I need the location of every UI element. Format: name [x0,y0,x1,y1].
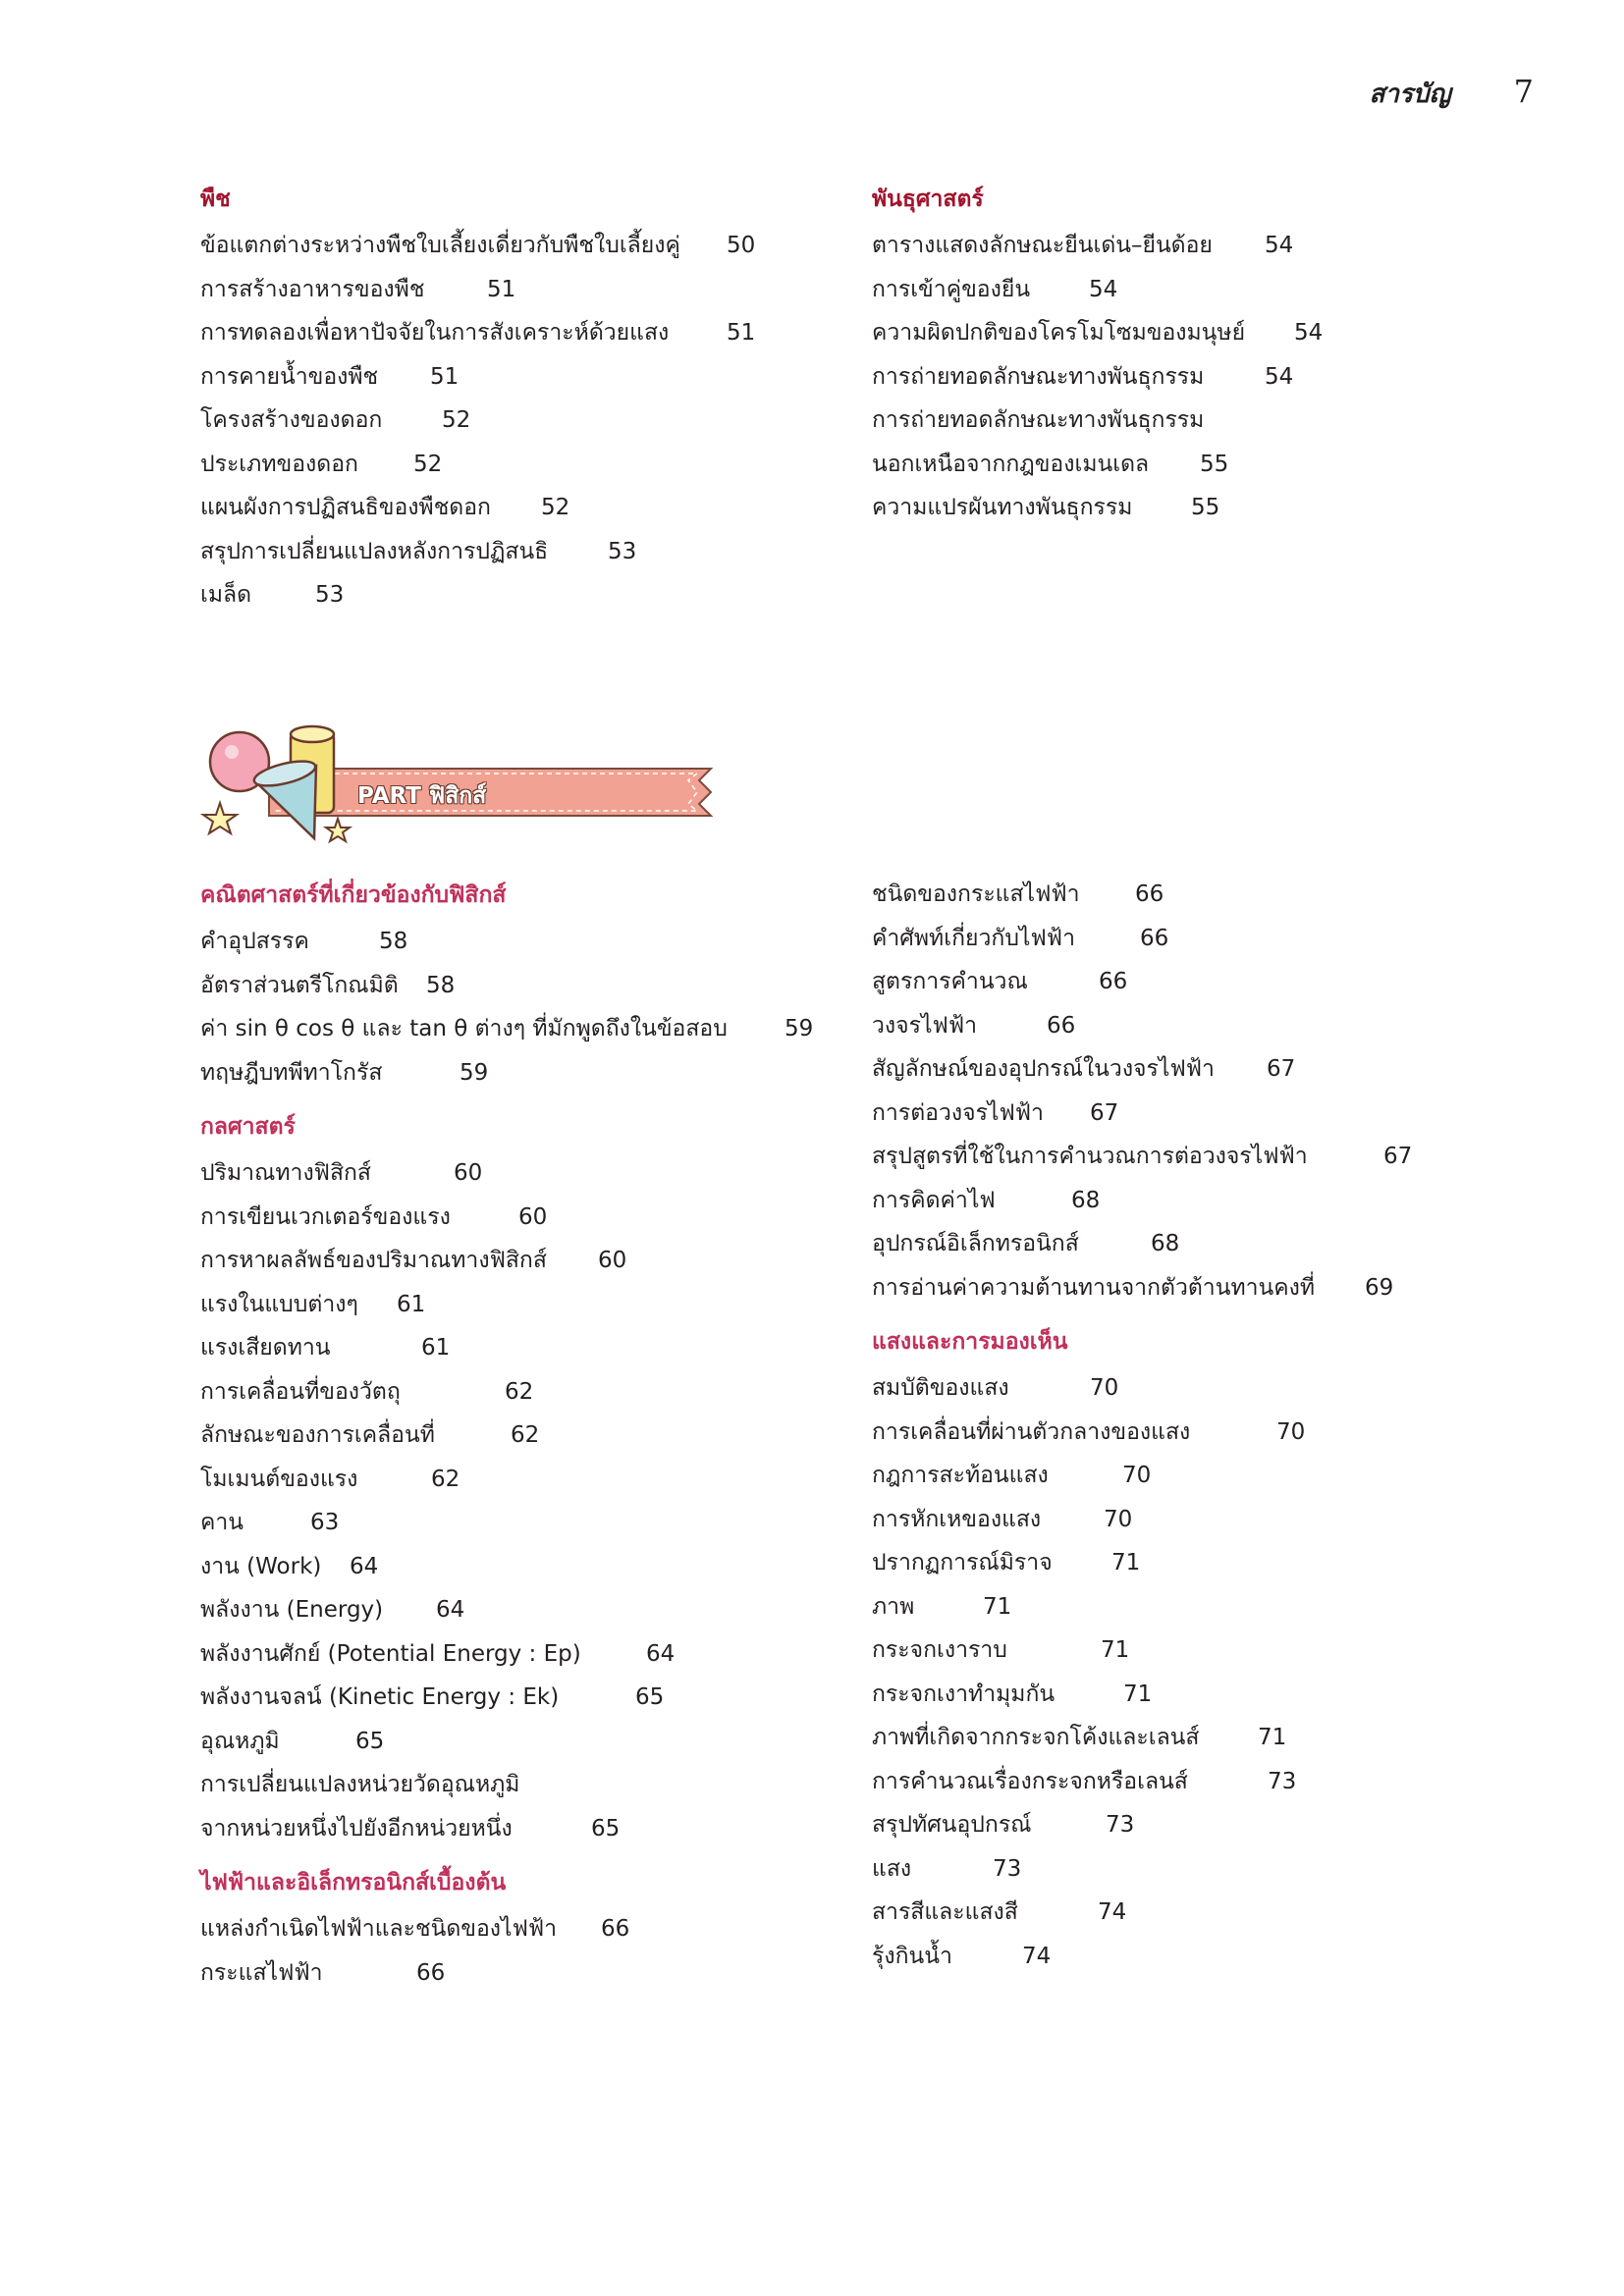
toc-entry-title: การเคลื่อนที่ผ่านตัวกลางของแสง [872,1418,1191,1445]
toc-entry-title: ความผิดปกติของโครโมโซมของมนุษย์ [872,320,1246,346]
toc-entry [200,311,888,355]
toc-entry [200,1326,888,1370]
toc-entry-title: การเปลี่ยนแปลงหน่วยวัดอุณหภูมิ [200,1772,520,1797]
toc-entry-title: พลังงานศักย์ (Potential Energy : Ep) [200,1640,581,1667]
toc-entry-page-number: 70 [1122,1463,1152,1488]
toc-entry [872,1673,1559,1717]
toc-entry [200,1239,888,1283]
toc-entry [200,1907,888,1951]
toc-entry [200,355,888,400]
toc-column-physics-right [872,873,1559,1978]
toc-entry [200,1676,888,1720]
toc-entry [200,920,888,964]
part-banner [200,724,731,862]
toc-entry-page-number: 53 [608,538,637,564]
toc-entry-page-number: 66 [1140,925,1169,951]
toc-entry-page-number: 71 [1258,1725,1287,1750]
section-title-plants: พืช [200,187,231,212]
toc-entry-title: สูตรการคำนวณ [872,969,1028,994]
toc-entry-page-number: 67 [1090,1099,1119,1126]
toc-entry-title: การทดลองเพื่อหาปัจจัยในการสังเคราะห์ด้วยแสง [200,320,670,346]
toc-entry-page-number: 71 [1111,1550,1141,1575]
toc-entry-page-number: 70 [1104,1506,1133,1532]
toc-column-plants [200,185,888,617]
toc-entry-title: กฎการสะท้อนแสง [872,1463,1049,1488]
toc-entry [200,1414,888,1458]
toc-entry [872,355,1559,400]
toc-entry-title: ชนิดของกระแสไฟฟ้า [872,881,1080,907]
toc-entry-title: อุปกรณ์อิเล็กทรอนิกส์ [872,1231,1079,1256]
toc-entry [872,1004,1559,1048]
toc-column-genetics [872,185,1559,530]
toc-entry [200,530,888,574]
toc-entry [872,1454,1559,1498]
toc-list [872,873,1559,1309]
toc-entry [200,486,888,530]
toc-entry-page-number: 65 [591,1815,621,1842]
toc-entry [872,1629,1559,1673]
toc-entry-title: การถ่ายทอดลักษณะทางพันธุกรรม [872,363,1205,390]
toc-entry [200,1007,888,1051]
toc-entry-page-number: 62 [511,1422,540,1448]
toc-entry-title: โครงสร้างของดอก [200,407,383,433]
toc-entry-title: กระจกเงาทำมุมกัน [872,1681,1056,1707]
toc-entry [872,1760,1559,1804]
toc-entry-page-number: 74 [1022,1943,1052,1969]
toc-entry [200,268,888,312]
toc-entry-title: แรงเสียดทาน [200,1335,331,1361]
toc-entry-title: วงจรไฟฟ้า [872,1012,978,1039]
toc-entry [200,1283,888,1327]
toc-entry-page-number: 69 [1365,1274,1394,1301]
toc-section [200,1112,888,1850]
toc-entry-page-number: 73 [1106,1812,1135,1838]
toc-entry [200,1545,888,1589]
toc-entry-page-number: 67 [1267,1056,1296,1082]
toc-entry-page-number: 54 [1294,320,1324,346]
toc-entry-title: ภาพที่เกิดจากกระจกโค้งและเลนส์ [872,1725,1200,1750]
toc-entry [872,1366,1559,1411]
toc-entry-title: ภาพ [872,1593,915,1620]
toc-entry-page-number: 61 [397,1291,426,1317]
toc-list [872,1366,1559,1978]
toc-entry [872,1803,1559,1847]
toc-entry-title: อัตราส่วนตรีโกณมิติ [200,972,399,998]
toc-entry-page-number: 70 [1090,1375,1119,1401]
toc-entry-title: ข้อแตกต่างระหว่างพืชใบเลี้ยงเดี่ยวกับพืชใบเลี้ยงคู่ [200,233,680,258]
toc-entry [872,1411,1559,1455]
toc-entry-page-number: 50 [727,233,756,258]
toc-entry-page-number: 62 [505,1378,534,1405]
toc-entry-title: โมเมนต์ของแรง [200,1466,358,1492]
toc-entry-page-number: 61 [421,1335,451,1361]
toc-entry-page-number: 74 [1098,1899,1127,1925]
toc-entry-page-number: 65 [355,1728,385,1754]
toc-entry-page-number: 63 [310,1510,340,1535]
toc-entry [872,1498,1559,1542]
toc-entry-page-number: 51 [430,363,460,390]
toc-entry-title: การเขียนเวกเตอร์ของแรง [200,1203,451,1230]
page-number: 7 [1513,73,1534,110]
toc-entry-page-number: 66 [1099,969,1128,994]
toc-entry-page-number: 71 [983,1593,1012,1620]
toc-entry-title: แผนผังการปฏิสนธิของพืชดอก [200,495,491,520]
toc-entry [872,1541,1559,1585]
toc-entry [200,1720,888,1764]
toc-entry-page-number: 64 [350,1553,379,1579]
toc-entry-page-number: 73 [993,1855,1022,1882]
toc-entry [872,1585,1559,1629]
toc-entry-page-number: 60 [518,1203,548,1230]
toc-entry [200,1632,888,1677]
toc-entry [200,1051,888,1095]
toc-entry [872,873,1559,917]
toc-entry [872,1179,1559,1223]
toc-entry-title: สารสีและแสงสี [872,1899,1018,1925]
toc-entry-page-number: 68 [1151,1231,1180,1256]
toc-entry [872,268,1559,312]
toc-entry [872,1092,1559,1136]
section-title: คณิตศาสตร์ที่เกี่ยวข้องกับฟิสิกส์ [200,882,507,908]
toc-entry-title: ตารางแสดงลักษณะยีนเด่น–ยีนด้อย [872,233,1213,258]
toc-entry-page-number: 60 [454,1160,483,1186]
toc-entry [200,1763,888,1807]
toc-entry [872,1222,1559,1266]
section-title: ไฟฟ้าและอิเล็กทรอนิกส์เบื้องต้น [200,1870,507,1896]
toc-list-genetics [872,224,1559,530]
toc-section [872,873,1559,1309]
toc-entry [200,1151,888,1196]
section-title: กลศาสตร์ [200,1114,296,1140]
toc-entry-page-number: 67 [1383,1144,1413,1169]
toc-entry [872,1047,1559,1092]
toc-entry-title: การเข้าคู่ของยีน [872,276,1031,302]
toc-entry-title: กระแสไฟฟ้า [200,1959,323,1986]
toc-section [200,1868,888,1995]
toc-entry [200,1458,888,1502]
toc-entry-page-number: 52 [541,495,570,520]
toc-entry-title: จากหน่วยหนึ่งไปยังอีกหน่วยหนึ่ง [200,1815,513,1842]
toc-entry-page-number: 58 [379,929,408,954]
toc-entry [872,399,1559,443]
toc-entry-page-number: 54 [1089,276,1118,302]
toc-entry-page-number: 59 [460,1059,489,1086]
toc-entry-page-number: 55 [1200,451,1229,477]
toc-entry [200,1807,888,1851]
toc-entry [200,1501,888,1545]
toc-entry-page-number: 59 [785,1016,814,1041]
toc-entry-page-number: 66 [601,1916,630,1942]
toc-entry-title: การหาผลลัพธ์ของปริมาณทางฟิสิกส์ [200,1248,547,1273]
toc-entry-title: พลังงาน (Energy) [200,1597,384,1623]
toc-entry [872,224,1559,268]
part-label: PART ฟิสิกส์ [357,783,487,809]
toc-entry [200,1370,888,1415]
toc-entry-title: ประเภทของดอก [200,451,358,477]
toc-entry-title: นอกเหนือจากกฎของเมนเดล [872,451,1150,477]
toc-entry-page-number: 60 [598,1248,627,1273]
toc-entry-page-number: 66 [416,1959,446,1986]
toc-entry-page-number: 71 [1101,1637,1130,1663]
toc-entry [200,443,888,487]
toc-entry-page-number: 58 [426,972,456,998]
toc-entry-page-number: 53 [315,582,345,608]
toc-entry-page-number: 55 [1191,495,1220,520]
toc-entry-title: การคิดค่าไฟ [872,1187,996,1213]
toc-entry [872,311,1559,355]
toc-entry-title: การสร้างอาหารของพืช [200,276,425,302]
toc-section [872,1327,1559,1978]
toc-entry [200,573,888,617]
section-title: แสงและการมองเห็น [872,1329,1068,1355]
toc-entry [872,1266,1559,1310]
toc-section [200,881,888,1095]
toc-entry-title: สรุปการเปลี่ยนแปลงหลังการปฏิสนธิ [200,538,549,564]
toc-entry [200,1196,888,1240]
toc-entry-title: ค่า sin θ cos θ และ tan θ ต่างๆ ที่มักพูดถึงในข้อสอบ [200,1016,728,1041]
toc-entry-title: สัญลักษณ์ของอุปกรณ์ในวงจรไฟฟ้า [872,1056,1215,1082]
toc-entry-title: กระจกเงาราบ [872,1637,1007,1663]
toc-entry-page-number: 64 [646,1640,676,1667]
toc-entry-title: แหล่งกำเนิดไฟฟ้าและชนิดของไฟฟ้า [200,1916,558,1942]
toc-entry [872,486,1559,530]
toc-entry-page-number: 52 [413,451,443,477]
toc-entry [200,1951,888,1996]
page-header [1370,73,1534,114]
toc-entry [872,960,1559,1004]
toc-entry-page-number: 70 [1276,1418,1306,1445]
toc-entry-title: แสง [872,1855,912,1882]
toc-entry [200,964,888,1008]
toc-entry-title: งาน (Work) [200,1553,322,1579]
section-title-genetics: พันธุศาสตร์ [872,187,984,212]
toc-entry-page-number: 51 [487,276,516,302]
toc-entry-page-number: 73 [1268,1768,1297,1794]
toc-entry-page-number: 54 [1265,233,1294,258]
toc-entry-title: การต่อวงจรไฟฟ้า [872,1099,1044,1126]
toc-entry-page-number: 62 [431,1466,460,1492]
toc-entry-title: พลังงานจลน์ (Kinetic Energy : Ek) [200,1684,560,1710]
toc-entry-title: คาน [200,1510,244,1535]
toc-entry-title: การอ่านค่าความต้านทานจากตัวต้านทานคงที่ [872,1274,1316,1301]
toc-entry-title: การคำนวณเรื่องกระจกหรือเลนส์ [872,1768,1188,1794]
toc-list [200,920,888,1095]
toc-column-physics-left [200,881,888,1995]
toc-entry-page-number: 66 [1135,881,1164,907]
toc-entry-title: คำอุปสรรค [200,929,309,954]
toc-entry [872,443,1559,487]
toc-entry-title: การถ่ายทอดลักษณะทางพันธุกรรม [872,407,1205,433]
toc-entry-page-number: 64 [436,1597,465,1623]
toc-entry [200,224,888,268]
toc-entry-page-number: 54 [1265,363,1294,390]
toc-entry-title: ลักษณะของการเคลื่อนที่ [200,1422,435,1448]
toc-entry [872,1716,1559,1760]
toc-entry-title: การหักเหของแสง [872,1506,1042,1532]
toc-entry-page-number: 66 [1047,1012,1076,1039]
toc-entry-page-number: 68 [1071,1187,1101,1213]
toc-entry-title: แรงในแบบต่างๆ [200,1291,358,1317]
toc-entry-title: สรุปสูตรที่ใช้ในการคำนวณการต่อวงจรไฟฟ้า [872,1144,1308,1169]
toc-entry-title: ทฤษฎีบทพีทาโกรัส [200,1059,383,1086]
toc-entry-title: รุ้งกินน้ำ [872,1943,952,1969]
toc-entry-title: การคายน้ำของพืช [200,363,379,390]
toc-entry [200,399,888,443]
toc-entry-title: เมล็ด [200,582,252,608]
toc-entry-title: การเคลื่อนที่ของวัตถุ [200,1378,401,1405]
toc-entry-title: ปรากฏการณ์มิราจ [872,1550,1053,1575]
toc-entry-title: ปริมาณทางฟิสิกส์ [200,1160,371,1186]
toc-entry [872,1135,1559,1179]
toc-list [200,1907,888,1995]
header-title: สารบัญ [1369,80,1451,109]
toc-entry-page-number: 71 [1123,1681,1153,1707]
toc-entry-title: คำศัพท์เกี่ยวกับไฟฟ้า [872,925,1075,951]
toc-entry [872,1891,1559,1935]
toc-entry [872,917,1559,961]
toc-entry-page-number: 51 [727,320,756,346]
toc-entry [200,1588,888,1632]
toc-list [200,1151,888,1850]
toc-entry-title: สมบัติของแสง [872,1375,1009,1401]
toc-entry [872,1847,1559,1892]
toc-entry-title: อุณหภูมิ [200,1728,280,1754]
toc-entry-page-number: 65 [635,1684,665,1710]
toc-entry [872,1935,1559,1979]
toc-list-plants [200,224,888,617]
toc-entry-title: สรุปทัศนอุปกรณ์ [872,1812,1032,1838]
toc-entry-title: ความแปรผันทางพันธุกรรม [872,495,1133,520]
toc-entry-page-number: 52 [442,407,471,433]
